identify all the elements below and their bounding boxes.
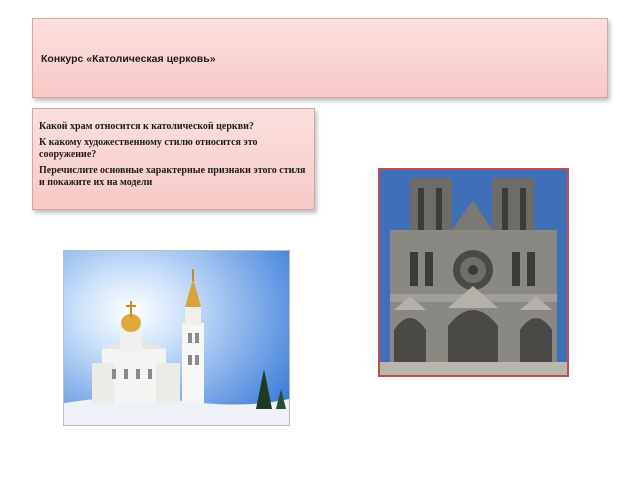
question-1: Какой храм относится к католической церкви?	[39, 121, 254, 132]
title-box	[32, 18, 608, 98]
orthodox-church-photo	[63, 250, 290, 426]
question-2: К какому художественному стилю относится это сооружение?	[39, 137, 258, 160]
questions-box	[32, 108, 315, 210]
gothic-cathedral-photo	[378, 168, 569, 377]
question-3: Перечислите основные характерные признаки этого стиля и покажите их на модели	[39, 165, 306, 188]
slide-title: Конкурс «Католическая церковь»	[41, 53, 216, 65]
